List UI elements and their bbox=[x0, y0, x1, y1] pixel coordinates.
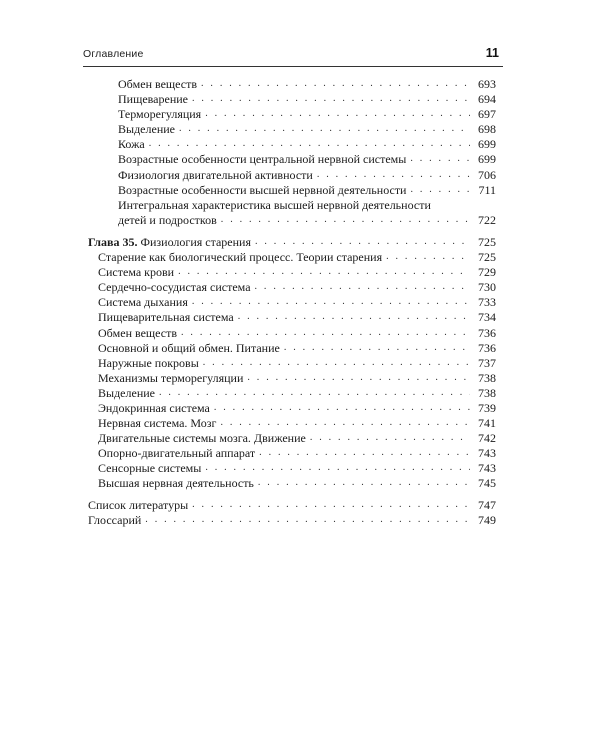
toc-entry-page: 699 bbox=[478, 137, 496, 152]
toc-entry[interactable] bbox=[88, 401, 496, 416]
toc-entry-title: Нервная система. Мозг bbox=[98, 416, 217, 431]
toc-entry-title: Пищеварение bbox=[118, 92, 188, 107]
toc-entry-page: 722 bbox=[478, 212, 496, 227]
dot-leader bbox=[192, 294, 470, 309]
dot-leader bbox=[181, 325, 470, 340]
toc-entry-page: 739 bbox=[478, 400, 496, 415]
toc-entry-title: Обмен веществ bbox=[118, 77, 198, 91]
toc-entry[interactable] bbox=[88, 386, 496, 401]
toc-entry-title: Сенсорные системы bbox=[98, 461, 202, 476]
toc-entry-title: Эндокринная система bbox=[98, 400, 210, 415]
toc-entry-title: Интегральная характеристика высшей нервной деятельности bbox=[118, 197, 431, 212]
dot-leader bbox=[310, 430, 470, 445]
toc-entry-page: 749 bbox=[478, 512, 496, 527]
toc-entry[interactable] bbox=[88, 168, 496, 183]
toc-entry[interactable] bbox=[88, 431, 496, 446]
toc-entry[interactable] bbox=[88, 265, 496, 280]
toc-entry-page: 742 bbox=[478, 431, 496, 446]
toc-entry[interactable] bbox=[88, 295, 496, 310]
toc-entry[interactable] bbox=[88, 341, 496, 356]
dot-leader bbox=[203, 355, 470, 370]
chapter-title-wrapper bbox=[88, 235, 251, 250]
toc-entry-page: 738 bbox=[478, 370, 496, 385]
toc-entry-page: 697 bbox=[478, 107, 496, 122]
dot-leader bbox=[386, 249, 470, 264]
toc-entry[interactable] bbox=[88, 183, 496, 198]
dot-leader bbox=[284, 340, 470, 355]
toc-entry[interactable] bbox=[88, 250, 496, 265]
toc-entry-page: 698 bbox=[478, 122, 496, 137]
toc-entry-page: 734 bbox=[478, 310, 496, 325]
toc-entry[interactable] bbox=[88, 446, 496, 461]
toc-entry-title: Опорно-двигательный аппарат bbox=[98, 446, 256, 461]
dot-leader bbox=[205, 460, 470, 475]
toc-entry[interactable] bbox=[88, 77, 496, 92]
toc-entry-title: детей и подростков bbox=[118, 212, 217, 227]
dot-leader bbox=[214, 400, 470, 415]
toc-entry[interactable] bbox=[88, 416, 496, 431]
toc-entry-wrapped-line1[interactable] bbox=[88, 198, 496, 213]
toc-entry[interactable] bbox=[88, 280, 496, 295]
toc-entry-page: 736 bbox=[478, 340, 496, 355]
toc-entry-page: 738 bbox=[478, 385, 496, 400]
toc-entry-title: Список литературы bbox=[88, 497, 189, 512]
table-of-contents bbox=[88, 77, 496, 528]
dot-leader bbox=[410, 182, 470, 197]
toc-entry-page: 736 bbox=[478, 325, 496, 340]
toc-entry-title: Старение как биологический процесс. Теории старения bbox=[98, 250, 383, 265]
toc-entry-title: Система крови bbox=[98, 265, 175, 280]
toc-entry[interactable] bbox=[88, 310, 496, 325]
dot-leader bbox=[178, 264, 470, 279]
dot-leader bbox=[145, 512, 470, 527]
toc-entry[interactable] bbox=[88, 371, 496, 386]
toc-entry-title: Система дыхания bbox=[98, 295, 188, 310]
toc-entry-title: Глоссарий bbox=[88, 512, 142, 527]
toc-entry-title: Физиология двигательной активности bbox=[118, 167, 313, 182]
toc-entry-title: Выделение bbox=[118, 122, 175, 137]
dot-leader bbox=[221, 212, 470, 227]
toc-entry-title: Наружные покровы bbox=[98, 355, 199, 370]
dot-leader bbox=[247, 370, 470, 385]
toc-entry-title: Возрастные особенности высшей нервной деятельности bbox=[118, 182, 407, 197]
toc-entry-title: Высшая нервная деятельность bbox=[98, 476, 254, 491]
toc-entry-page: 737 bbox=[478, 355, 496, 370]
toc-entry-title: Механизмы терморегуляции bbox=[98, 370, 244, 385]
toc-entry-wrapped-line2[interactable] bbox=[88, 213, 496, 228]
toc-entry-page: 725 bbox=[478, 234, 496, 249]
chapter-label: Глава 35. bbox=[88, 234, 138, 249]
dot-leader bbox=[238, 309, 470, 324]
toc-entry-page: 694 bbox=[478, 92, 496, 107]
dot-leader bbox=[201, 76, 470, 91]
dot-leader bbox=[220, 415, 470, 430]
toc-entry-title: Обмен веществ bbox=[98, 325, 178, 340]
toc-entry-page: 725 bbox=[478, 250, 496, 265]
toc-entry-title: Основной и общий обмен. Питание bbox=[98, 340, 280, 355]
toc-entry[interactable] bbox=[88, 152, 496, 167]
dot-leader bbox=[259, 445, 470, 460]
dot-leader bbox=[192, 91, 470, 106]
toc-entry-glossary[interactable] bbox=[88, 513, 496, 528]
running-title: Оглавление bbox=[83, 48, 144, 60]
toc-entry[interactable] bbox=[88, 461, 496, 476]
toc-entry-title: Кожа bbox=[118, 137, 145, 152]
toc-entry[interactable] bbox=[88, 107, 496, 122]
chapter-heading[interactable] bbox=[88, 235, 496, 250]
dot-leader bbox=[192, 497, 470, 512]
header-rule bbox=[83, 66, 503, 67]
toc-entry-page: 743 bbox=[478, 446, 496, 461]
dot-leader bbox=[258, 475, 470, 490]
toc-entry-title: Возрастные особенности центральной нервной системы bbox=[118, 152, 407, 167]
toc-entry-page: 730 bbox=[478, 280, 496, 295]
toc-entry-page: 747 bbox=[478, 497, 496, 512]
toc-entry-bibliography[interactable] bbox=[88, 498, 496, 513]
running-header bbox=[83, 44, 503, 66]
dot-leader bbox=[255, 234, 470, 249]
dot-leader bbox=[410, 151, 470, 166]
toc-entry[interactable] bbox=[88, 137, 496, 152]
toc-entry-page: 729 bbox=[478, 265, 496, 280]
toc-entry-page: 706 bbox=[478, 167, 496, 182]
dot-leader bbox=[179, 121, 470, 136]
dot-leader bbox=[159, 385, 470, 400]
toc-entry[interactable] bbox=[88, 92, 496, 107]
toc-entry[interactable] bbox=[88, 356, 496, 371]
dot-leader bbox=[149, 136, 470, 151]
toc-entry-title: Пищеварительная система bbox=[98, 310, 234, 325]
toc-entry-title: Терморегуляция bbox=[118, 107, 202, 122]
dot-leader bbox=[205, 106, 470, 121]
toc-entry-page: 693 bbox=[478, 77, 496, 91]
dot-leader bbox=[317, 167, 470, 182]
dot-leader bbox=[255, 279, 470, 294]
chapter-title: Физиология старения bbox=[140, 234, 251, 249]
toc-entry-page: 733 bbox=[478, 295, 496, 310]
toc-entry-title: Сердечно-сосудистая система bbox=[98, 280, 251, 295]
toc-entry-page: 745 bbox=[478, 476, 496, 491]
toc-entry[interactable] bbox=[88, 122, 496, 137]
toc-entry[interactable] bbox=[88, 476, 496, 491]
toc-entry[interactable] bbox=[88, 326, 496, 341]
toc-entry-title: Выделение bbox=[98, 385, 155, 400]
toc-entry-page: 711 bbox=[478, 182, 496, 197]
toc-entry-title: Двигательные системы мозга. Движение bbox=[98, 431, 306, 446]
toc-entry-page: 699 bbox=[478, 152, 496, 167]
toc-entry-page: 743 bbox=[478, 461, 496, 476]
toc-entry-page: 741 bbox=[478, 416, 496, 431]
page-number: 11 bbox=[485, 46, 499, 60]
